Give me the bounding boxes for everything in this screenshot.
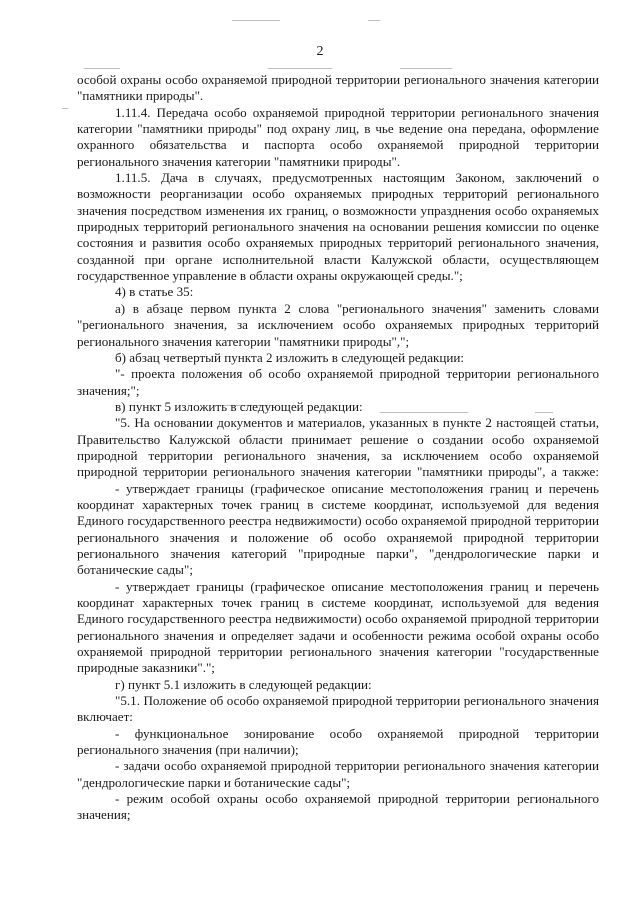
- paragraph: - режим особой охраны особо охраняемой природной территории регионального значения;: [77, 791, 599, 823]
- paragraph: - функциональное зонирование особо охраняемой природной территории регионального значения (при наличии);: [77, 725, 599, 758]
- paragraph: особой охраны особо охраняемой природной территории регионального значения категории "памятники природы".: [77, 72, 599, 104]
- paragraph: "5.1. Положение об особо охраняемой природной территории регионального значения включает:: [77, 693, 599, 725]
- paragraph: - утверждает границы (графическое описание местоположения границ и перечень координат характерных точек границ в системе координат, используемой для ведения Единого государственного реестра недвижимости) особо охраняемой природной территории регионального значения и определяет задачи и особенности режима особой охраны особо охраняемой природной территории регионального значения категории "государственные природные заказники".";: [77, 578, 599, 676]
- paragraph: - задачи особо охраняемой природной территории регионального значения категории "дендрологические парки и ботанические сады";: [77, 758, 599, 790]
- scan-artifact: [62, 108, 68, 109]
- paragraph: "- проекта положения об особо охраняемой природной территории регионального значения;";: [77, 366, 599, 398]
- scan-artifact: [368, 20, 380, 21]
- scan-artifact: [268, 68, 332, 69]
- paragraph: 1.11.5. Дача в случаях, предусмотренных настоящим Законом, заключений о возможности реорганизации особо охраняемых природных территорий регионального значения посредством изменения их границ, о возможности упразднения особо охраняемых природных территорий регионального значения на основании решения комиссии по оценке состояния и развития особо охраняемых природных территорий регионального значения, созданной при органе исполнительной власти Калужской области, осуществляющем государственное управление в области охраны окружающей среды.";: [77, 170, 599, 284]
- paragraph: - утверждает границы (графическое описание местоположения границ и перечень координат характерных точек границ в системе координат, используемой для ведения Единого государственного реестра недвижимости) особо охраняемой природной территории регионального значения и положение об особо охраняемой природной территории регионального значения категорий "природные парки", "дендрологические парки и ботанические сады";: [77, 480, 599, 578]
- paragraph: "5. На основании документов и материалов, указанных в пункте 2 настоящей статьи, Правительство Калужской области принимает решение о создании особо охраняемой природной территории регионального значения, за исключением особо охраняемой природной территории регионального значения категории "памятники природы", а также:: [77, 415, 599, 480]
- scan-artifact: [232, 20, 280, 21]
- paragraph: 1.11.4. Передача особо охраняемой природной территории регионального значения категории "памятники природы" под охрану лиц, в чье ведение она передана, оформление охранного обязательства и паспорта особо охраняемой природной территории регионального значения категории "памятники природы".: [77, 104, 599, 169]
- document-body: [77, 72, 599, 824]
- paragraph: б) абзац четвертый пункта 2 изложить в следующей редакции:: [115, 349, 465, 365]
- paragraph: г) пункт 5.1 изложить в следующей редакции:: [115, 676, 372, 692]
- paragraph: в) пункт 5 изложить в следующей редакции:: [115, 398, 363, 414]
- paragraph: 4) в статье 35:: [115, 284, 194, 300]
- page-number: 2: [316, 44, 324, 59]
- paragraph: а) в абзаце первом пункта 2 слова "регионального значения" заменить словами "регионального значения, за исключением особо охраняемых природных территорий регионального значения категории "памятники природы",";: [77, 300, 599, 349]
- scan-artifact: [400, 68, 452, 69]
- scan-artifact: [84, 68, 120, 69]
